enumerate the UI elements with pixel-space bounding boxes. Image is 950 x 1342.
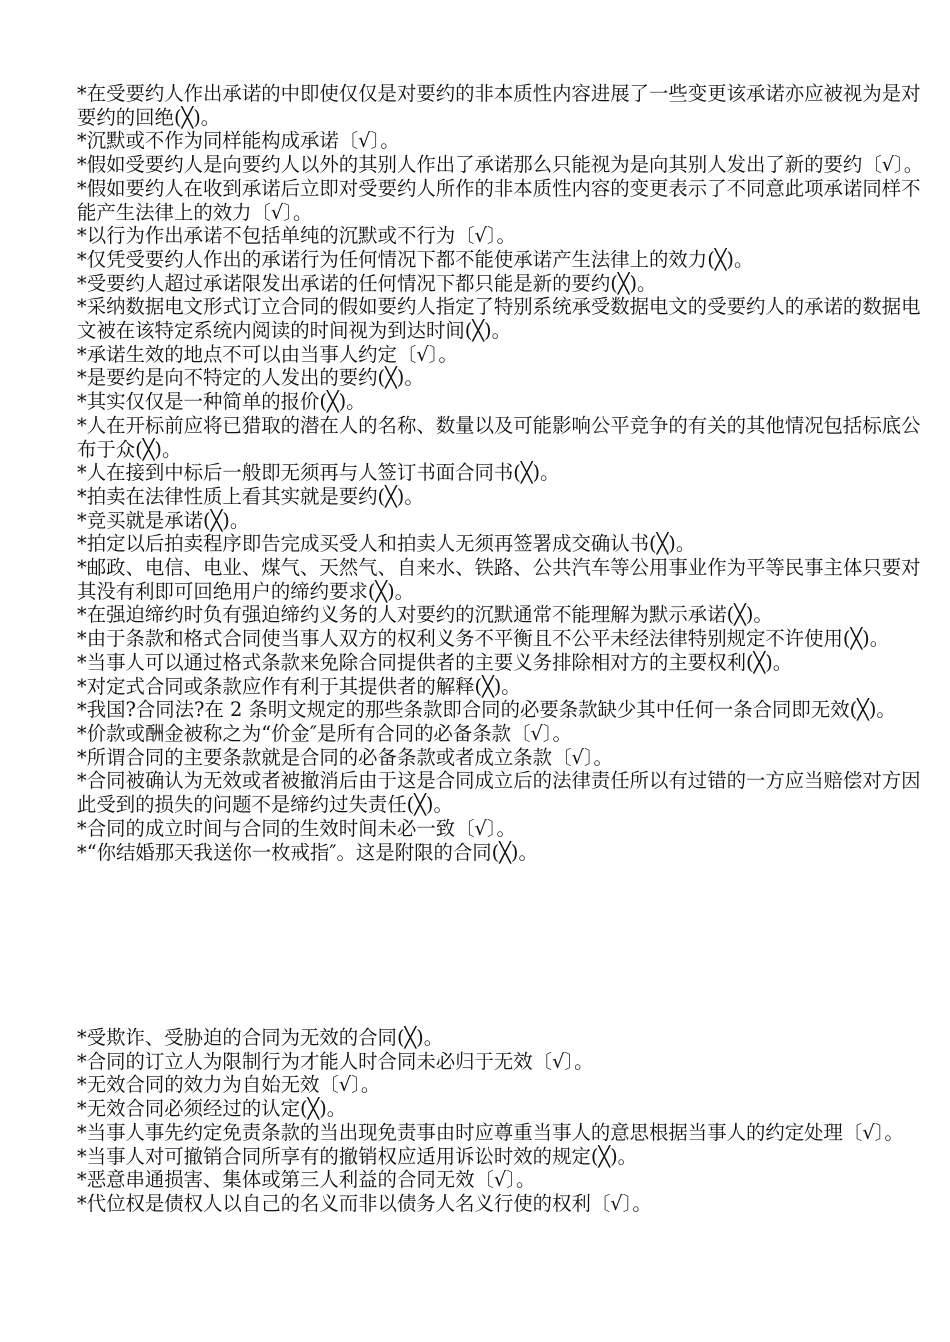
true-false-list-section-2 <box>77 1026 937 1216</box>
list-item: *竞买就是承诺(╳)。 <box>77 508 250 532</box>
list-item: *沉默或不作为同样能构成承诺〔√〕。 <box>77 129 400 153</box>
list-item: *无效合同的效力为自始无效〔√〕。 <box>77 1073 381 1097</box>
list-item: *在受要约人作出承诺的中即使仅仅是对要约的非本质性内容进展了一些变更该承诺亦应被视为是对要约的回绝(╳)。 <box>77 82 921 129</box>
list-item: *“你结婚那天我送你一枚戒指″。这是附限的合同(╳)。 <box>77 840 538 864</box>
list-item: *合同被确认为无效或者被撤消后由于这是合同成立后的法律责任所以有过错的一方应当赔偿对方因此受到的损失的问题不是缔约过失责任(╳)。 <box>77 769 921 817</box>
list-item: *是要约是向不特定的人发出的要约(╳)。 <box>77 366 424 390</box>
true-false-list-section-1 <box>77 82 937 864</box>
list-item: *当事人事先约定免责条款的当出现免责事由时应尊重当事人的意思根据当事人的约定处理〔√〕。 <box>77 1120 904 1144</box>
list-item: *当事人可以通过格式条款来免除合同提供者的主要义务排除相对方的主要权利(╳)。 <box>77 650 793 674</box>
list-item: *人在接到中标后一般即无须再与人签订书面合同书(╳)。 <box>77 461 560 485</box>
list-item: *我国?合同法?在 2 条明文规定的那些条款即合同的必要条款缺少其中任何一条合同即无效(╳)。 <box>77 698 896 722</box>
list-item: *拍定以后拍卖程序即告完成买受人和拍卖人无须再签署成交确认书(╳)。 <box>77 532 696 556</box>
list-item: *代位权是债权人以自己的名义而非以债务人名义行使的权利〔√〕。 <box>77 1191 652 1215</box>
list-item: *其实仅仅是一种简单的报价(╳)。 <box>77 390 366 414</box>
list-item: *价款或酬金被称之为“价金″是所有合同的必备条款〔√〕。 <box>77 721 572 745</box>
list-item: *当事人对可撤销合同所享有的撤销权应适用诉讼时效的规定(╳)。 <box>77 1144 638 1168</box>
list-item: *无效合同必须经过的认定(╳)。 <box>77 1097 347 1121</box>
list-item: *在强迫缔约时负有强迫缔约义务的人对要约的沉默通常不能理解为默示承诺(╳)。 <box>77 603 773 627</box>
list-item: *承诺生效的地点不可以由当事人约定〔√〕。 <box>77 342 458 366</box>
list-item: *假如受要约人是向要约人以外的其别人作出了承诺那么只能视为是向其别人发出了新的要约〔√〕。 <box>77 153 924 177</box>
list-item: *恶意串通损害、集体或第三人利益的合同无效〔√〕。 <box>77 1168 536 1192</box>
list-item: *采纳数据电文形式订立合同的假如要约人指定了特别系统承受数据电文的受要约人的承诺的数据电文被在该特定系统内阅读的时间视为到达时间(╳)。 <box>77 295 921 343</box>
list-item: *仅凭受要约人作出的承诺行为任何情况下都不能使承诺产生法律上的效力(╳)。 <box>77 247 754 271</box>
list-item: *假如要约人在收到承诺后立即对受要约人所作的非本质性内容的变更表示了不同意此项承诺同样不能产生法律上的效力〔√〕。 <box>77 176 921 224</box>
list-item: *人在开标前应将已猎取的潜在人的名称、数量以及可能影响公平竞争的有关的其他情况包括标底公布于众(╳)。 <box>77 413 921 461</box>
list-item: *受欺诈、受胁迫的合同为无效的合同(╳)。 <box>77 1026 444 1049</box>
list-item: *合同的成立时间与合同的生效时间未必一致〔√〕。 <box>77 816 516 840</box>
list-item: *合同的订立人为限制行为才能人时合同未必归于无效〔√〕。 <box>77 1049 594 1073</box>
list-item: *邮政、电信、电业、煤气、天然气、自来水、铁路、公共汽车等公用事业作为平等民事主体只要对其没有利即可回绝用户的缔约要求(╳)。 <box>77 556 921 603</box>
list-item: *对定式合同或条款应作有利于其提供者的解释(╳)。 <box>77 674 521 698</box>
list-item: *由于条款和格式合同使当事人双方的权利义务不平衡且不公平未经法律特别规定不许使用(╳)。 <box>77 627 890 651</box>
list-item: *拍卖在法律性质上看其实就是要约(╳)。 <box>77 484 424 508</box>
list-item: *所谓合同的主要条款就是合同的必备条款或者成立条款〔√〕。 <box>77 745 613 769</box>
list-item: *以行为作出承诺不包括单纯的沉默或不行为〔√〕。 <box>77 224 516 248</box>
list-item: *受要约人超过承诺限发出承诺的任何情况下都只能是新的要约(╳)。 <box>77 271 657 295</box>
